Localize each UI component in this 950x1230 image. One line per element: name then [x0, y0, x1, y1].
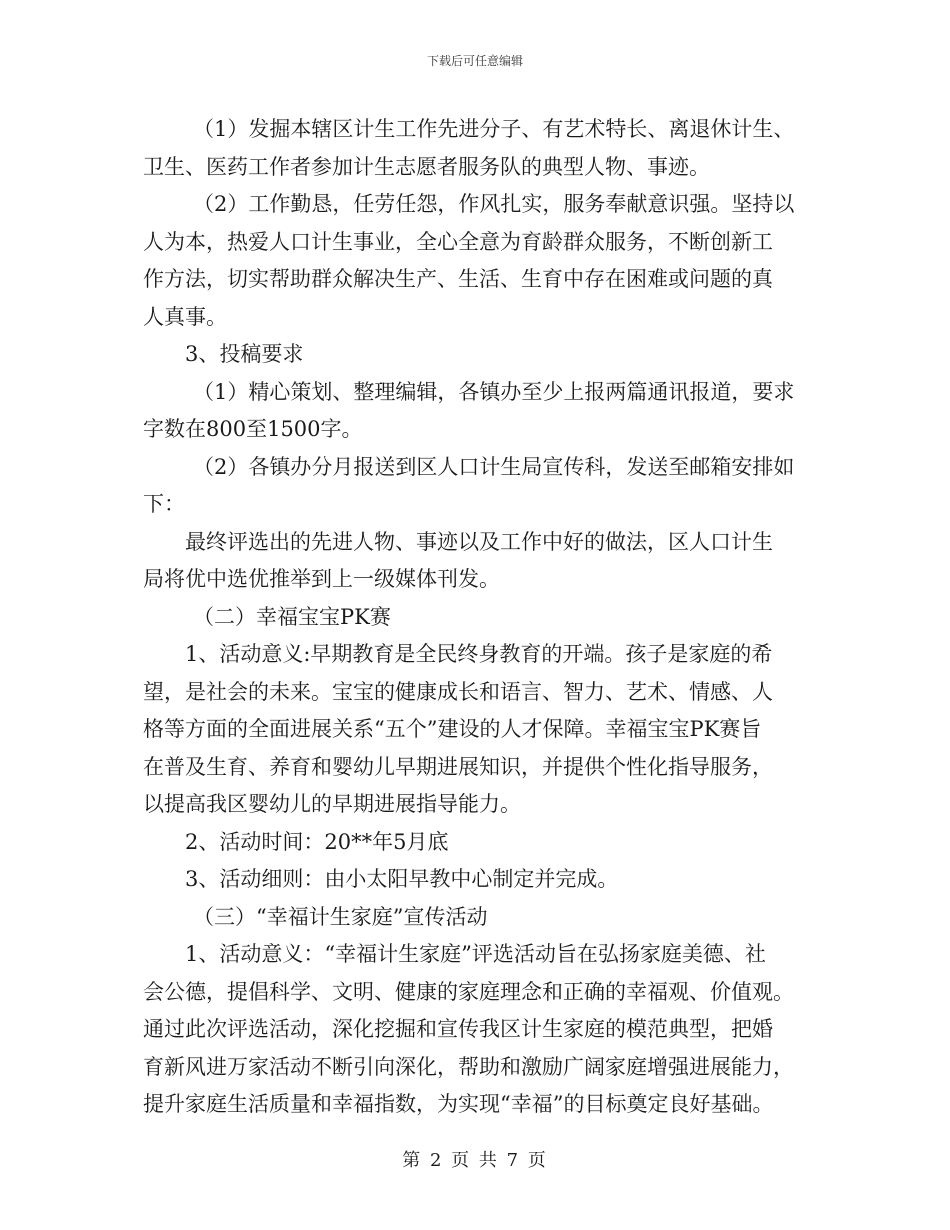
paragraph — [143, 336, 813, 374]
text-line: 提升家庭生活质量和幸福指数，为实现“幸福”的目标奠定良好基础。 — [143, 1092, 774, 1116]
text-line: 卫生、医药工作者参加计生志愿者服务队的典型人物、事迹。 — [143, 154, 710, 179]
text-line: （三）“幸福计生家庭”宣传活动 — [193, 904, 488, 929]
text-line: （1）发掘本辖区计生工作先进分子、有艺术特长、离退休计生、 — [193, 117, 795, 141]
page-header-note: 下载后可任意编辑 — [426, 54, 523, 68]
paragraph — [143, 449, 813, 524]
text-line: 1、活动意义：“幸福计生家庭”评选活动旨在弘扬家庭美德、社 — [185, 942, 766, 966]
text-line: 3、投稿要求 — [185, 342, 304, 366]
text-line: 在普及生育、养育和婴幼儿早期进展知识，并提供个性化指导服务， — [143, 754, 773, 779]
text-line: （2）各镇办分月报送到区人口计生局宣传科，发送至邮箱安排如 — [193, 454, 795, 479]
text-line: 2、活动时间：20**年5月底 — [185, 829, 449, 854]
text-line: 格等方面的全面进展关系“五个”建设的人才保障。幸福宝宝PK赛旨 — [143, 717, 762, 741]
text-line: 1、活动意义:早期教育是全民终身教育的开端。孩子是家庭的希 — [185, 642, 773, 666]
text-line: （1）精心策划、整理编辑，各镇办至少上报两篇通讯报道，要求 — [193, 379, 795, 404]
document-body — [143, 111, 813, 1124]
text-line: 局将优中选优推举到上一级媒体刊发。 — [143, 567, 500, 591]
paragraph — [143, 374, 813, 449]
paragraph — [143, 524, 813, 599]
text-line: 字数在800至1500字。 — [143, 417, 363, 441]
text-line: 3、活动细则：由小太阳早教中心制定并完成。 — [185, 867, 619, 891]
text-line: 育新风进万家活动不断引向深化，帮助和激励广阔家庭增强进展能力， — [143, 1054, 794, 1079]
text-line: 人为本，热爱人口计生事业，全心全意为育龄群众服务，不断创新工 — [143, 229, 773, 254]
text-line: 会公德，提倡科学、文明、健康的家庭理念和正确的幸福观、价值观。 — [143, 979, 794, 1004]
paragraph — [143, 636, 813, 824]
paragraph — [143, 599, 813, 637]
paragraph — [143, 186, 813, 336]
text-line: （二）幸福宝宝PK赛 — [193, 604, 391, 629]
text-line: 作方法，切实帮助群众解决生产、生活、生育中存在困难或问题的真 — [143, 267, 773, 291]
paragraph — [143, 111, 813, 186]
paragraph — [143, 861, 813, 899]
paragraph — [143, 824, 813, 862]
text-line: （2）工作勤恳，任劳任怨，作风扎实，服务奉献意识强。坚持以 — [193, 192, 795, 216]
paragraph — [143, 899, 813, 937]
text-line: 最终评选出的先进人物、事迹以及工作中好的做法，区人口计生 — [185, 529, 773, 554]
text-line: 通过此次评选活动，深化挖掘和宣传我区计生家庭的模范典型，把婚 — [143, 1017, 773, 1041]
text-line: 以提高我区婴幼儿的早期进展指导能力。 — [143, 792, 521, 816]
text-line: 人真事。 — [143, 304, 227, 329]
text-line: 望，是社会的未来。宝宝的健康成长和语言、智力、艺术、情感、人 — [143, 679, 773, 704]
paragraph — [143, 936, 813, 1124]
text-line: 下： — [143, 492, 185, 516]
page-number: 第 2 页 共 7 页 — [402, 1150, 548, 1171]
